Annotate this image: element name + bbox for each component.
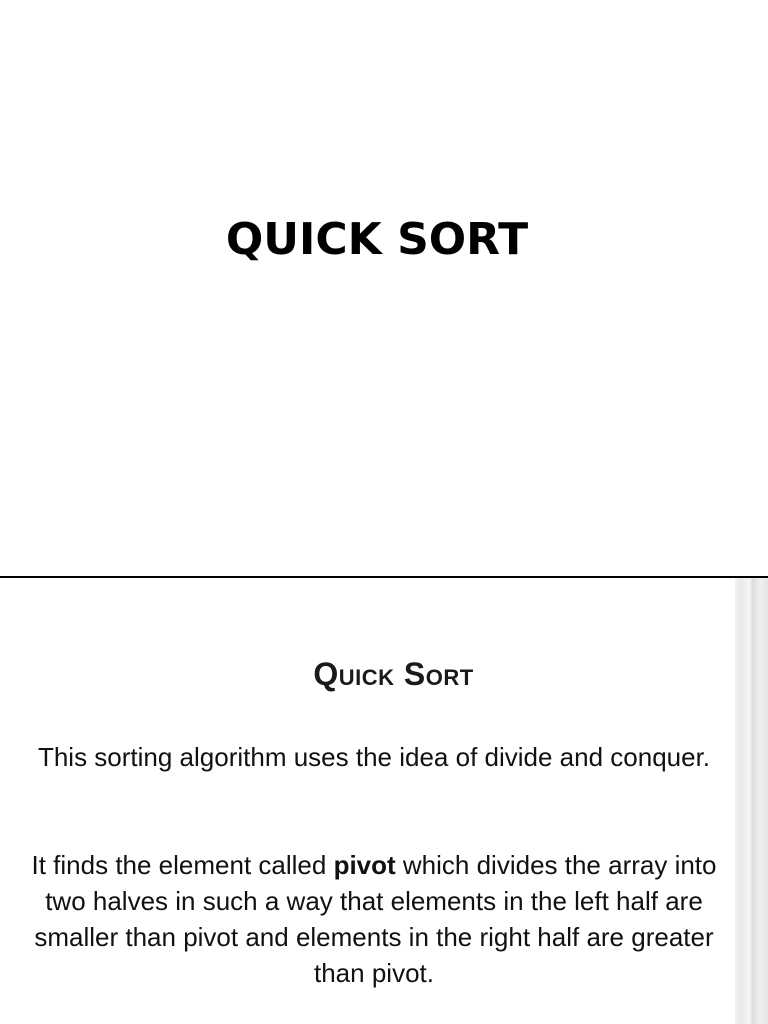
paragraph-pivot-text-after: which divides the array into two halves in such a way that elements in the left half are smaller than pivot and elements in the right half are greater than pivot. (34, 850, 717, 988)
title-slide-heading: QUICK SORT (225, 214, 529, 265)
paragraph-pivot-text-before: It finds the element called (31, 850, 334, 880)
pivot-keyword: pivot (333, 850, 396, 880)
paragraph-pivot-description (20, 847, 728, 991)
content-slide (0, 578, 735, 1024)
content-slide-heading: Quick Sort (313, 656, 474, 692)
page-edge-rail (735, 578, 768, 1024)
paragraph-divide-and-conquer: This sorting algorithm uses the idea of divide and conquer. (37, 742, 711, 772)
